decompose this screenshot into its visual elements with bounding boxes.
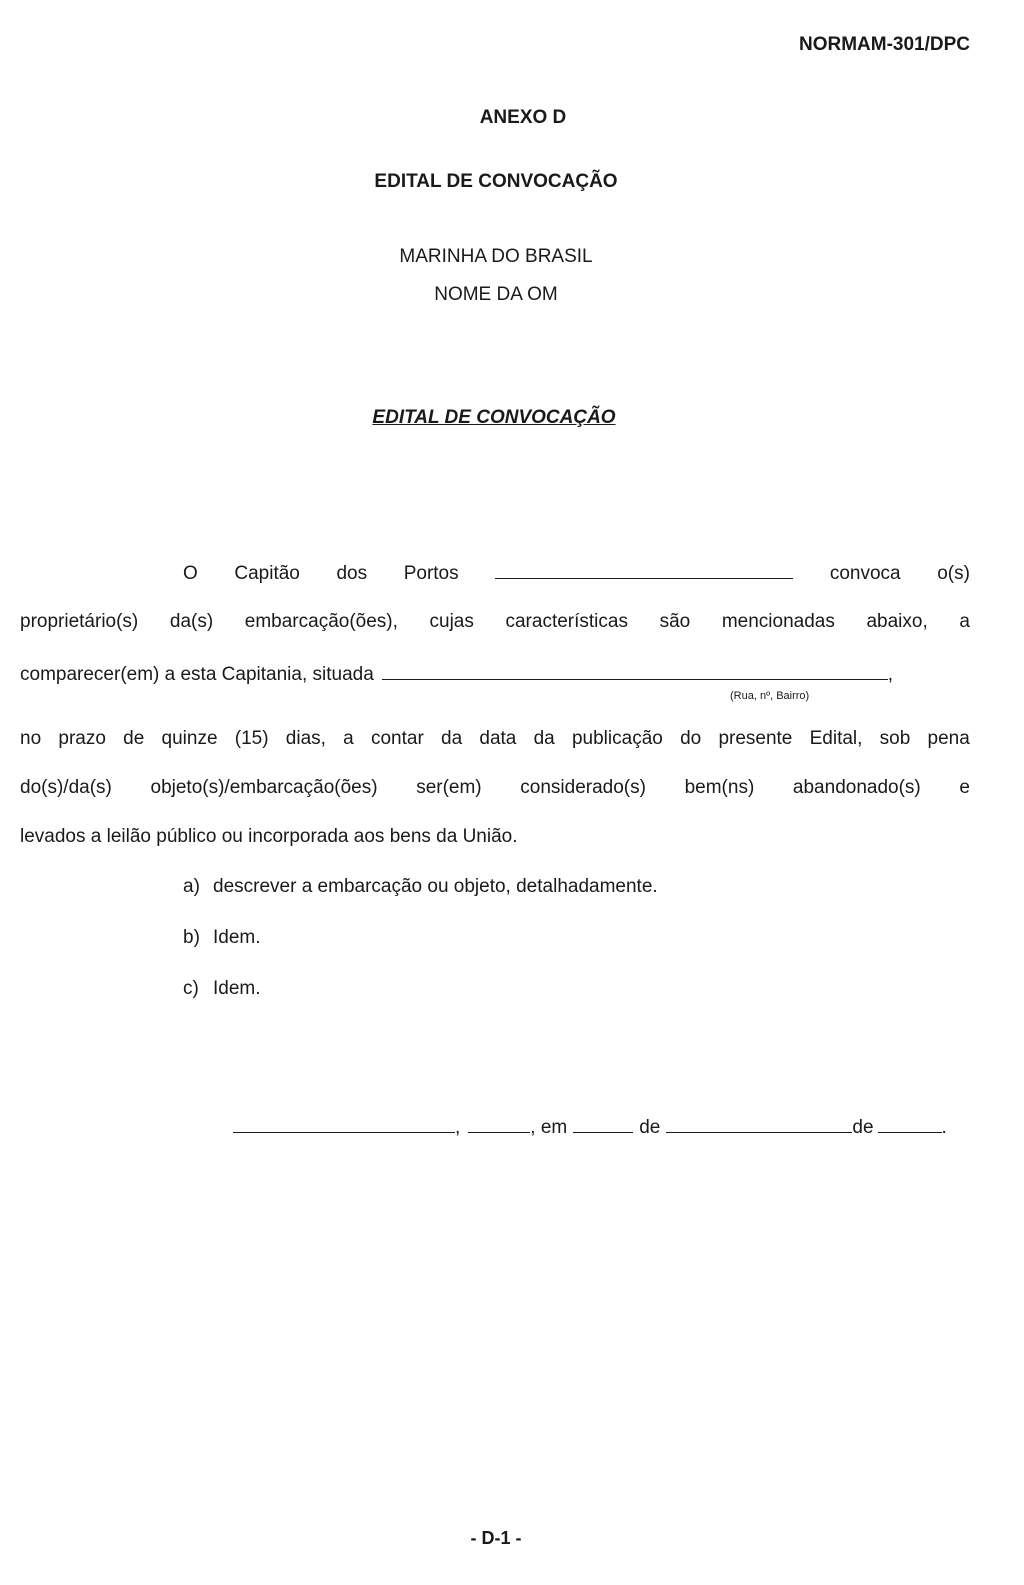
day-blank[interactable] bbox=[573, 1116, 633, 1133]
punctuation: . bbox=[941, 1117, 947, 1138]
word: o(s) bbox=[937, 563, 970, 584]
word: dias, bbox=[285, 728, 326, 749]
word: Portos bbox=[403, 563, 459, 584]
word: do bbox=[680, 728, 702, 749]
word: mencionadas bbox=[721, 611, 835, 632]
word: quinze bbox=[161, 728, 218, 749]
body-text: comparecer(em) a esta Capitania, situada bbox=[20, 664, 374, 685]
punctuation: , bbox=[455, 1117, 461, 1138]
word: contar bbox=[370, 728, 424, 749]
port-name-blank[interactable] bbox=[495, 560, 793, 579]
list-item-text: descrever a embarcação ou objeto, detalhadamente. bbox=[213, 876, 658, 897]
annex-heading: ANEXO D bbox=[479, 107, 567, 128]
word: a bbox=[959, 611, 970, 632]
body-line-4 bbox=[20, 728, 970, 750]
word: , em bbox=[530, 1117, 568, 1138]
word: prazo bbox=[58, 728, 106, 749]
word: abandonado(s) bbox=[792, 777, 921, 798]
body-line-3 bbox=[20, 661, 970, 686]
month-blank[interactable] bbox=[666, 1116, 852, 1133]
punctuation: , bbox=[887, 664, 894, 685]
list-item-text: Idem. bbox=[213, 978, 261, 999]
word: da bbox=[441, 728, 463, 749]
word: de bbox=[123, 728, 145, 749]
word: são bbox=[659, 611, 691, 632]
word: bem(ns) bbox=[684, 777, 755, 798]
word: no bbox=[20, 728, 42, 749]
state-blank[interactable] bbox=[468, 1116, 530, 1133]
word: sob bbox=[879, 728, 911, 749]
word: objeto(s)/embarcação(ões) bbox=[150, 777, 378, 798]
word: de bbox=[852, 1117, 874, 1138]
word: características bbox=[505, 611, 628, 632]
word: ser(em) bbox=[416, 777, 482, 798]
word: embarcação(ões), bbox=[244, 611, 398, 632]
list-marker: c) bbox=[183, 978, 199, 999]
edital-subtitle: EDITAL DE CONVOCAÇÃO bbox=[372, 407, 616, 428]
word: O bbox=[183, 563, 198, 584]
date-signature-line bbox=[233, 1116, 973, 1139]
year-blank[interactable] bbox=[878, 1116, 942, 1133]
page-number: - D-1 - bbox=[470, 1528, 522, 1548]
word: Edital, bbox=[809, 728, 863, 749]
body-line-1 bbox=[183, 560, 970, 585]
word: dos bbox=[336, 563, 368, 584]
city-blank[interactable] bbox=[233, 1116, 455, 1133]
body-line-6: levados a leilão público ou incorporada aos bens da União. bbox=[20, 826, 518, 847]
word: e bbox=[959, 777, 970, 798]
list-item bbox=[183, 876, 658, 898]
word: a bbox=[343, 728, 354, 749]
body-line-2 bbox=[20, 611, 970, 633]
word: abaixo, bbox=[866, 611, 928, 632]
list-marker: a) bbox=[183, 876, 200, 897]
word: publicação bbox=[571, 728, 663, 749]
word: convoca bbox=[829, 563, 901, 584]
word: de bbox=[639, 1117, 661, 1138]
list-item bbox=[183, 978, 261, 1000]
address-blank[interactable] bbox=[382, 661, 888, 680]
word: Capitão bbox=[234, 563, 300, 584]
word: da(s) bbox=[169, 611, 214, 632]
body-line-5 bbox=[20, 777, 970, 799]
organization-name: MARINHA DO BRASIL bbox=[399, 246, 593, 267]
document-title: EDITAL DE CONVOCAÇÃO bbox=[374, 171, 618, 192]
word: presente bbox=[718, 728, 793, 749]
address-hint: (Rua, nº, Bairro) bbox=[730, 690, 810, 702]
word: do(s)/da(s) bbox=[20, 777, 112, 798]
list-item bbox=[183, 927, 261, 949]
word: proprietário(s) bbox=[20, 611, 139, 632]
word: (15) bbox=[234, 728, 269, 749]
document-code: NORMAM-301/DPC bbox=[798, 34, 970, 55]
unit-name: NOME DA OM bbox=[434, 284, 558, 305]
word: da bbox=[533, 728, 555, 749]
word: cujas bbox=[429, 611, 474, 632]
word: considerado(s) bbox=[520, 777, 646, 798]
list-marker: b) bbox=[183, 927, 200, 948]
list-item-text: Idem. bbox=[213, 927, 261, 948]
word: pena bbox=[927, 728, 970, 749]
word: data bbox=[479, 728, 517, 749]
